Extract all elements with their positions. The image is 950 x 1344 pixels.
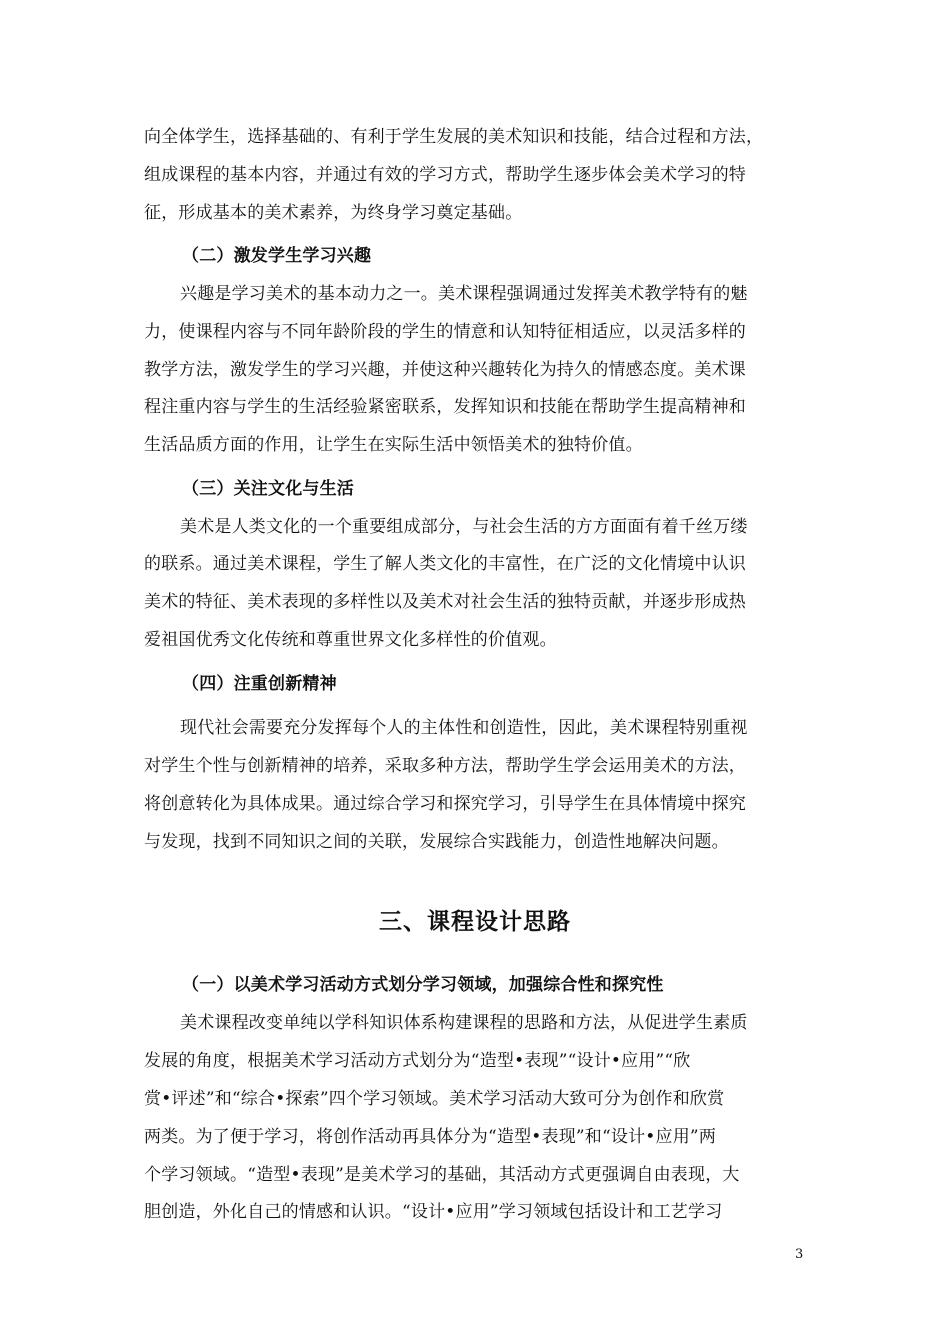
paragraph-line: 将创意转化为具体成果。通过综合学习和探究学习，引导学生在具体情境中探究 bbox=[144, 794, 746, 814]
paragraph-line: 力，使课程内容与不同年龄阶段的学生的情意和认知特征相适应，以灵活多样的 bbox=[144, 322, 746, 342]
paragraph-line: 美术的特征、美术表现的多样性以及美术对社会生活的独特贡献，并逐步形成热 bbox=[144, 592, 746, 612]
paragraph-line: 组成课程的基本内容，并通过有效的学习方式，帮助学生逐步体会美术学习的特 bbox=[144, 165, 746, 185]
paragraph-line: 的联系。通过美术课程，学生了解人类文化的丰富性，在广泛的文化情境中认识 bbox=[144, 554, 746, 574]
section-heading: （一）以美术学习活动方式划分学习领域，加强综合性和探究性 bbox=[182, 975, 664, 995]
section-heading: （三）关注文化与生活 bbox=[182, 479, 354, 499]
paragraph-line: 与发现，找到不同知识之间的关联，发展综合实践能力，创造性地解决问题。 bbox=[144, 832, 729, 852]
paragraph-line: 现代社会需要充分发挥每个人的主体性和创造性，因此，美术课程特别重视 bbox=[180, 718, 748, 738]
paragraph-line: 向全体学生，选择基础的、有利于学生发展的美术知识和技能，结合过程和方法， bbox=[144, 127, 764, 147]
paragraph-line: 个学习领域。“造型•表现”是美术学习的基础，其活动方式更强调自由表现，大 bbox=[144, 1165, 740, 1185]
paragraph-line: 爱祖国优秀文化传统和尊重世界文化多样性的价值观。 bbox=[144, 630, 557, 650]
chapter-title: 三、课程设计思路 bbox=[379, 909, 571, 935]
paragraph-line: 对学生个性与创新精神的培养，采取多种方法，帮助学生学会运用美术的方法， bbox=[144, 756, 746, 776]
paragraph-line: 赏•评述”和“综合•探索”四个学习领域。美术学习活动大致可分为创作和欣赏 bbox=[144, 1089, 725, 1109]
paragraph-line: 发展的角度，根据美术学习活动方式划分为“造型•表现”“设计•应用”“欣 bbox=[144, 1051, 691, 1071]
paragraph-line: 生活品质方面的作用，让学生在实际生活中领悟美术的独特价值。 bbox=[144, 435, 643, 455]
paragraph-line: 美术课程改变单纯以学科知识体系构建课程的思路和方法，从促进学生素质 bbox=[180, 1013, 748, 1033]
paragraph-line: 征，形成基本的美术素养，为终身学习奠定基础。 bbox=[144, 203, 523, 223]
paragraph-line: 美术是人类文化的一个重要组成部分，与社会生活的方方面面有着千丝万缕 bbox=[180, 517, 748, 537]
page-number: 3 bbox=[795, 1247, 804, 1262]
paragraph-line: 胆创造，外化自己的情感和认识。“设计•应用”学习领域包括设计和工艺学习 bbox=[144, 1202, 723, 1222]
paragraph-line: 程注重内容与学生的生活经验紧密联系，发挥知识和技能在帮助学生提高精神和 bbox=[144, 397, 746, 417]
section-heading: （四）注重创新精神 bbox=[182, 674, 337, 694]
paragraph-line: 两类。为了便于学习，将创作活动再具体分为“造型•表现”和“设计•应用”两 bbox=[144, 1127, 717, 1147]
section-heading: （二）激发学生学习兴趣 bbox=[182, 246, 372, 266]
paragraph-line: 教学方法，激发学生的学习兴趣，并使这种兴趣转化为持久的情感态度。美术课 bbox=[144, 360, 746, 380]
paragraph-line: 兴趣是学习美术的基本动力之一。美术课程强调通过发挥美术教学特有的魅 bbox=[180, 284, 748, 304]
